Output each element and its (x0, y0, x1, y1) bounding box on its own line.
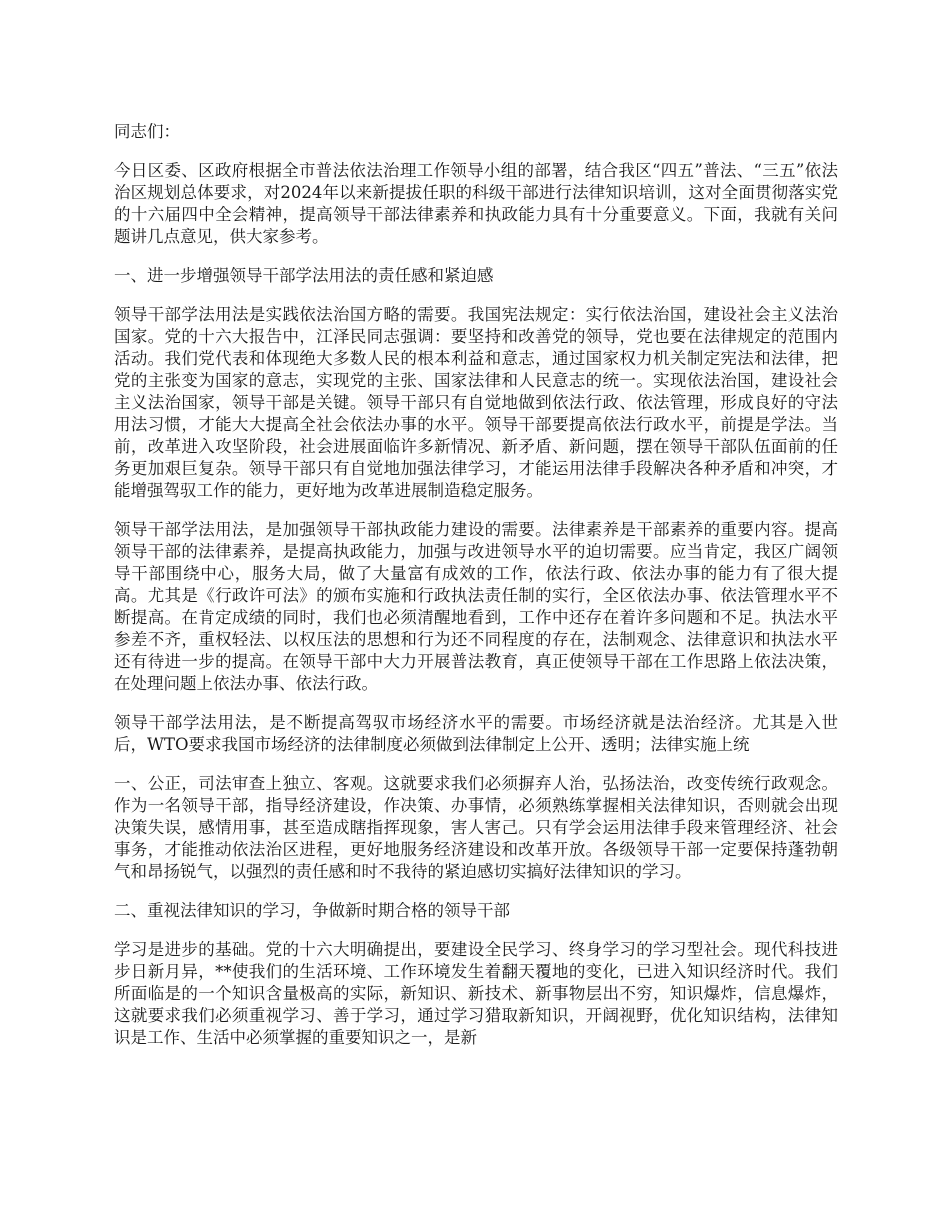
section-heading-2: 二、重视法律知识的学习，争做新时期合格的领导干部 (114, 901, 510, 920)
intro-paragraph: 今日区委、区政府根据全市普法依法治理工作领导小组的部署，结合我区“四五”普法、“三五”依法治区规划总体要求，对2024年以来新提拔任职的科级干部进行法律知识培训，这对全面贯彻落实党的十六届四中全会精神，提高领导干部法律素养和执政能力具有十分重要意义。下面，我就有关问题讲几点意见，供大家参考。 (114, 161, 838, 246)
section-heading-1: 一、进一步增强领导干部学法用法的责任感和紧迫感 (114, 266, 494, 285)
body-paragraph: 领导干部学法用法是实践依法治国方略的需要。我国宪法规定：实行依法治国，建设社会主义法治国家。党的十六大报告中，江泽民同志强调：要坚持和改善党的领导，党也要在法律规定的范围内活动。我们党代表和体现绝大多数人民的根本利益和意志，通过国家权力机关制定宪法和法律，把党的主张变为国家的意志，实现党的主张、国家法律和人民意志的统一。实现依法治国，建设社会主义法治国家，领导干部是关键。领导干部只有自觉地做到依法行政、依法管理，形成良好的守法用法习惯，才能大大提高全社会依法办事的水平。领导干部要提高依法行政水平，前提是学法。当前，改革进入攻坚阶段，社会进展面临许多新情况、新矛盾、新问题，摆在领导干部队伍面前的任务更加艰巨复杂。领导干部只有自觉地加强法律学习，才能运用法律手段解决各种矛盾和冲突，才能增强驾驭工作的能力，更好地为改革进展制造稳定服务。 (114, 305, 838, 500)
body-paragraph: 一、公正，司法审查上独立、客观。这就要求我们必须摒弃人治，弘扬法治，改变传统行政观念。作为一名领导干部，指导经济建设，作决策、办事情，必须熟练掌握相关法律知识，否则就会出现决策失误，感情用事，甚至造成瞎指挥现象，害人害己。只有学会运用法律手段来管理经济、社会事务，才能推动依法治区进程，更好地服务经济建设和改革开放。各级领导干部一定要保持蓬勃朝气和昂扬锐气，以强烈的责任感和时不我待的紧迫感切实搞好法律知识的学习。 (114, 774, 838, 881)
salutation: 同志们： (114, 122, 180, 141)
body-paragraph: 领导干部学法用法，是加强领导干部执政能力建设的需要。法律素养是干部素养的重要内容。提高领导干部的法律素养，是提高执政能力，加强与改进领导水平的迫切需要。应当肯定，我区广阔领导干部围绕中心，服务大局，做了大量富有成效的工作，依法行政、依法办事的能力有了很大提高。尤其是《行政许可法》的颁布实施和行政执法责任制的实行，全区依法办事、依法管理水平不断提高。在肯定成绩的同时，我们也必须清醒地看到，工作中还存在着许多问题和不足。执法水平参差不齐，重权轻法、以权压法的思想和行为还不同程度的存在，法制观念、法律意识和执法水平还有待进一步的提高。在领导干部中大力开展普法教育，真正使领导干部在工作思路上依法决策，在处理问题上依法办事、依法行政。 (114, 520, 838, 693)
document-body (114, 121, 838, 1066)
body-paragraph: 学习是进步的基础。党的十六大明确提出，要建设全民学习、终身学习的学习型社会。现代科技进步日新月异，**使我们的生活环境、工作环境发生着翻天覆地的变化，已进入知识经济时代。我们所面临是的一个知识含量极高的实际，新知识、新技术、新事物层出不穷，知识爆炸，信息爆炸，这就要求我们必须重视学习、善于学习，通过学习猎取新知识，开阔视野，优化知识结构，法律知识是工作、生活中必须掌握的重要知识之一，是新 (114, 940, 838, 1047)
body-paragraph: 领导干部学法用法，是不断提高驾驭市场经济水平的需要。市场经济就是法治经济。尤其是入世后，WTO要求我国市场经济的法律制度必须做到法律制定上公开、透明；法律实施上统 (114, 713, 838, 754)
